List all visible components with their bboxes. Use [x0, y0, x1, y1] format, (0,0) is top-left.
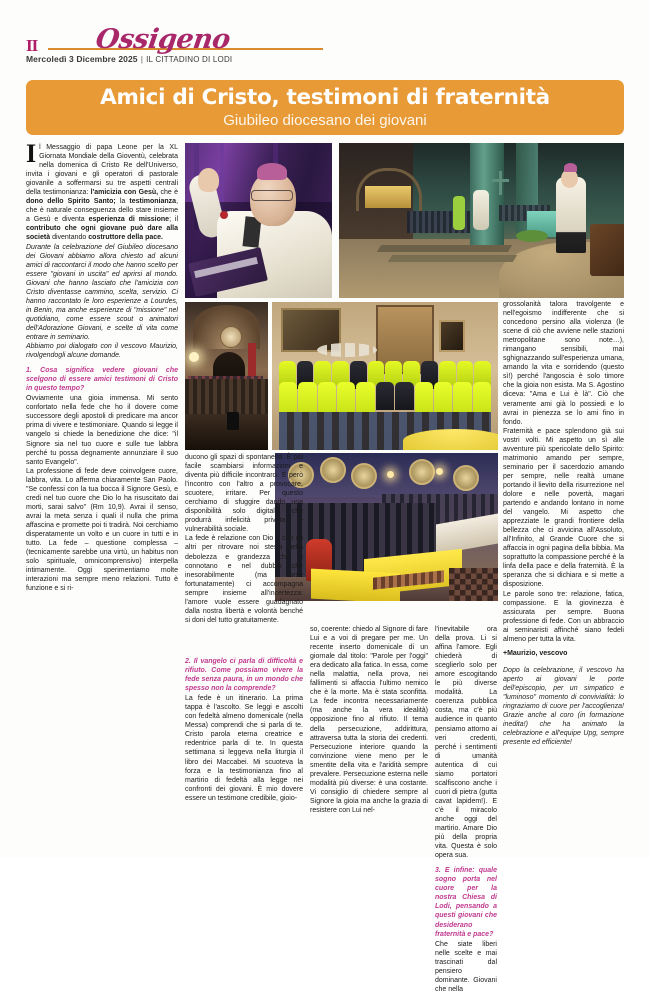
- editorial-italic-block-2: [26, 342, 178, 360]
- intro-text-b: che è: [158, 189, 178, 197]
- intro-bold-6: costruttore della pace.: [88, 234, 163, 242]
- question-heading-3: 3. E infine: quale sogno porta nel cuore per la nostra Chiesa di Lodi, pensando a questi giovani che desiderano fraternità e pace?: [435, 867, 497, 938]
- article-column-4: [435, 625, 497, 994]
- masthead-date: Mercoledì 3 Dicembre 2025: [26, 54, 138, 64]
- intro-text-f: diventando: [50, 234, 89, 242]
- answer-3: Che siate liberi nelle scelte e mai trascinati dal pensiero dominante. Giovani che nella: [435, 940, 497, 993]
- intro-text-e: ; il: [169, 216, 179, 224]
- intro-paragraph: [26, 139, 179, 243]
- article-column-2-top: [185, 453, 303, 625]
- headline-subtitle: Giubileo diocesano dei giovani: [223, 112, 427, 130]
- intro-text-c: la: [115, 198, 130, 206]
- cathedral-nave-photo: [185, 302, 268, 450]
- masthead-dateline: [26, 54, 232, 64]
- intro-bold-3: testimonianza: [129, 198, 177, 206]
- article-column-1: [26, 139, 179, 593]
- col2-paragraph-2: La fede è relazione con Dio e con gli altri per ritrovare noi stessi nella debolezza e grandezza che ci connotano e nel dubbio che inesorabilmente (ma forse fortunatamente) ci accompagna sempre insieme all'incertezza: l'amore vuole essere guadagnato dalla nostra libertà e volontà benché si doni del tutto gratuitamente.: [185, 535, 303, 624]
- intro-text-d: , che è naturale conseguenza dello stare insieme a Gesù e diventa: [26, 198, 179, 224]
- question-heading-1: 1. Cosa significa vedere giovani che scelgono di essere amici testimoni di Cristo in questo tempo?: [26, 367, 178, 393]
- answer-1-part-1: Ovviamente una gioia immensa. Mi sento confortato nella fede che ho il dovere come successore degli apostoli di predicare ma ancor prima di vivere e testimoniare. Quando si legge il vangelo si chiede la benedizione che dice: "il Signore sia nel tuo cuore e sulle tue labbra perché tu possa degnamente annunziare il suo santo Evangelo".: [26, 395, 178, 466]
- intro-bold-1: l'amicizia con Gesù,: [90, 189, 159, 197]
- masthead-script-title: Ossigeno: [93, 24, 233, 55]
- col4-paragraph-1: l'inevitabile ora della prova. Li si affina l'amore. Egli chiederà di sceglierlo solo per amore escogitando le più diverse modalità. La coerenza pubblica costa, ma c'è più audience in quanto pensiamo attorno ai veri credenti, perché i sentimenti di umanità autentica di cui siamo portatori scalfiscono anche i cuori di pietra (gutta cavat lapidem!). E c'è il miracolo anche oggi del martirio. Amare Dio più della propria vita. Questa è solo opera sua.: [435, 626, 497, 860]
- bishop-blessing-photo: [185, 143, 332, 298]
- youth-group-yellow-hoodies-photo: [272, 302, 498, 450]
- col2-paragraph-1: ducono gli spazi di spontaneità. È più facile scambiarsi informazioni e diventa più difficile incontrarci. È però l'incontro con l'altro a provocare, scuotere, irritare. Per questo cerchiamo di sfuggire dando una disponibilità solo digitale, che produrrà infelicità privata e vulnerabilità sociale.: [185, 454, 303, 534]
- answer-1-part-2: La professione di fede deve coinvolgere cuore, labbra, vita. Lo afferma chiaramente San Paolo. "Se confessi con la tua bocca il Signore Gesù, e credi nel tuo cuore che Dio lo ha risuscitato dai morti, sarai salvo" (Rm 10,9). Avrai il senso, avrai la meta senza i quali il nulla che prima affascina e promette poi ti tradirà. Noi cerchiamo disperatamente un volto e un cuore in tutti e in tutto. La fede – questione complessa – (tecnicamente sarebbe una virtù, un habitus non solo spirituale, omnicomprensivo) interpella intimamente. Oggi sperimentiamo molte interazioni ma sempre meno relazioni. Tutto è funzione e si ri-: [26, 467, 178, 593]
- masthead: [26, 24, 626, 70]
- masthead-separator: |: [140, 54, 144, 64]
- article-column-5: [503, 300, 624, 747]
- col3-paragraph-1: so, coerente: chiedo al Signore di fare Lui e a voi di pregare per me. Un recente inserto domenicale di un giornale dal titolo: "Parole per l'oggi" era dedicato alla fatica. In essa, come nella malattia, nella prova, nei fallimenti si affaccia l'ultimo nemico che è la morte. Ma è stata sconfitta. La fede incontra necessariamente (ma anche la vera idealità) opposizione fino al rifiuto. Il tema della persecuzione, addirittura, attraversa tutta la storia dei credenti. Persecuzione interiore quando la convinzione viene meno per le smentite della vita e l'aridità sempre prevalere. Persecuzione esterna nelle modalità più diverse: è una costante. Vi consiglio di chiedere sempre al Signore la gioia ma anche la grazia di resistere con Lui nel-: [310, 626, 428, 814]
- headline-title: Amici di Cristo, testimoni di fraternità: [100, 84, 550, 110]
- section-mark: II: [26, 36, 38, 55]
- editorial-italic-text: Durante la celebrazione del Giubileo diocesano dei Giovani abbiamo allora chiesto ad alcuni amici di raccontarci il modo che hanno scelto per essere "giovani in uscita" ed aprirsi al mondo. Giovani che hanno lasciato che l'amicizia con Cristo diventasse cammino, scelta, servizio. Ci hanno raccontato le loro esperienze a Lourdes, in Benin, ma anche esperienze di "missione" nel quotidiano, come essere scout o animatori dell'Adorazione Giovani, e scelte di vita come entrare in seminario.: [26, 243, 178, 341]
- cathedral-altar-photo: [339, 143, 624, 298]
- headline-banner: [26, 80, 624, 135]
- article-column-2-bottom: [185, 651, 303, 803]
- drop-cap: I: [26, 139, 37, 168]
- col5-paragraph-2: Fraternità e pace splendono già sui vostri volti. Mi aspetto un sì alle avventure più spericolate dello Spirito: matrimonio amando per sempre, seminario per il sacerdozio amando per sempre, nelle realtà umane portando il lievito della risurrezione nel dolore e nelle povertà, magari partendo e andando lontano in nome del vangelo. Mi aspetto che apprezziate le grandi frontiere della bellezza che ci avvicina all'Assoluto, all'Infinito, al Grande Cuore che si affaccia in ogni pagina della bibbia. Ma soprattutto la compassione perché è la linfa della pace e della fraternità. È la speranza che si dichiara e si mette a disposizione.: [503, 427, 624, 589]
- intro-bold-2: dono dello Spirito Santo;: [26, 198, 116, 206]
- col5-paragraph-1: grossolanità talora travolgente e nell'egoismo indifferente che si concedono persino alla violenza (le scene di ciò che avviene nelle stazioni metropolitane sono note…), rimangano sensibili, mai sghignazzando sull'esperienza umana, amando la vita e sorridendo (questo sì!) perché l'angoscia è solo timore che la gioia non esista. Ma S. Agostino diceva: "Ama e Lui è là". Ciò che veramente ami già lo possiedi e lo avrai in pienezza se lo ami fino in fondo.: [503, 301, 624, 426]
- question-heading-2: 2. Il vangelo ci parla di difficoltà e rifiuto. Come possiamo vivere la fede senza paura, in un mondo che spesso non la comprende?: [185, 658, 303, 693]
- editorial-italic-text-2: Abbiamo poi dialogato con il vescovo Maurizio, rivolgendogli alcune domande.: [26, 343, 178, 360]
- article-column-3: [310, 625, 428, 815]
- intro-bold-5: contributo che ogni giovane può dare alla società: [26, 225, 178, 242]
- buffet-reception-photo: [275, 453, 498, 601]
- author-signature: +Maurizio, vescovo: [503, 649, 568, 657]
- intro-bold-4: esperienza di missione: [88, 216, 170, 224]
- intro-text-a: l Messaggio di papa Leone per la XL Giornata Mondiale della Gioventù, celebrata nella domenica di Cristo Re dell'Universo, invita i giovani e gli operatori di pastorale giovanile a soffermarsi su tre aspetti centrali della testimonianza:: [26, 144, 178, 197]
- closing-note: Dopo la celebrazione, il vescovo ha aperto ai giovani le porte dell'episcopio, per un simpatico e "luminoso" momento di convivialità: lo ringraziamo di cuore per l'accoglienza! Grazie anche al coro (in formazione inedita!) che ha animato la celebrazione e all'equipe Upg, sempre presente ed efficiente!: [503, 666, 624, 747]
- answer-2: La fede è un itinerario. La prima tappa è l'ascolto. Se leggi e ascolti con fedeltà almeno domenicale (nella Messa) comprendi che si parla di te. Cristo parola eterna creatrice e redentrice parla di te. In questa settimana si leggeva nella liturgia il libro dei Maccabei. Mi scuoteva la forza e la testimonianza fino al martirio di fedeltà alla legge nei confronti dei giovani. È mio dovere essere un testimone credibile, gioio-: [185, 695, 303, 802]
- editorial-italic-block: [26, 243, 178, 343]
- col5-paragraph-3: Le parole sono tre: relazione, fatica, compassione. E la giovinezza è assicurata per sempre. Buona professione di fede. Con un abbraccio ai seminaristi affinché siano fedeli almeno per tutta la vita.: [503, 590, 624, 643]
- masthead-paper-name: IL CITTADINO DI LODI: [146, 55, 233, 64]
